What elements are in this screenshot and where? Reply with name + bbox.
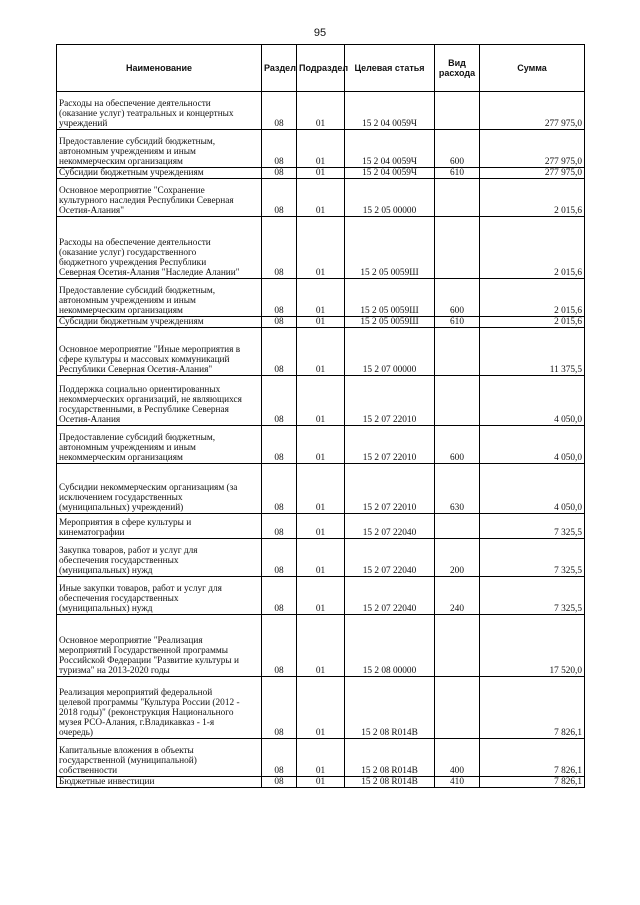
cell-name-line: Капитальные вложения в объекты: [59, 746, 194, 756]
cell-target: 15 2 05 0059Ш: [345, 279, 435, 317]
table-row: [57, 426, 585, 464]
cell-name-line: кинематографии: [59, 528, 125, 538]
table-header-row: [57, 45, 585, 92]
cell-name-line: некоммерческим организациям: [59, 306, 183, 316]
cell-name-line: (оказание услуг) государственного: [59, 248, 197, 258]
cell-expense-type: 600: [435, 130, 480, 168]
cell-target: 15 2 07 22010: [345, 376, 435, 426]
cell-expense-type: [435, 179, 480, 217]
cell-name-line: мероприятий Государственной программы: [59, 646, 228, 656]
cell-name: [57, 577, 262, 615]
header-name: Наименование: [57, 45, 262, 92]
table-row: [57, 739, 585, 777]
cell-name-line: Северная Осетия-Алания "Наследие Алании": [59, 268, 240, 278]
cell-name-line: Основное мероприятие "Иные мероприятия в: [59, 345, 241, 355]
cell-name-line: обеспечения государственных: [59, 556, 179, 566]
cell-name: [57, 279, 262, 317]
cell-subsection: 01: [297, 539, 345, 577]
cell-name-line: Расходы на обеспечение деятельности: [59, 238, 211, 248]
cell-expense-type: 240: [435, 577, 480, 615]
cell-name-line: Субсидии бюджетным учреждениям: [59, 168, 204, 178]
cell-expense-type: 630: [435, 464, 480, 514]
table-row: [57, 168, 585, 179]
cell-sum: 2 015,6: [480, 217, 585, 279]
cell-section: 08: [262, 677, 297, 739]
cell-name-line: Республики Северная Осетия-Алания": [59, 365, 213, 375]
cell-subsection: 01: [297, 426, 345, 464]
cell-sum: 7 325,5: [480, 539, 585, 577]
table-row: [57, 179, 585, 217]
cell-subsection: 01: [297, 777, 345, 788]
cell-name-line: Предоставление субсидий бюджетным,: [59, 137, 216, 147]
cell-expense-type: 410: [435, 777, 480, 788]
cell-name-line: сфере культуры и массовых коммуникаций: [59, 355, 230, 365]
cell-subsection: 01: [297, 577, 345, 615]
cell-subsection: 01: [297, 514, 345, 539]
header-sum: Сумма: [480, 45, 585, 92]
table-row: [57, 615, 585, 677]
cell-expense-type: 400: [435, 739, 480, 777]
cell-name-line: автономным учреждениям и иным: [59, 443, 196, 453]
cell-subsection: 01: [297, 464, 345, 514]
cell-name: [57, 739, 262, 777]
cell-section: 08: [262, 217, 297, 279]
table-row: [57, 130, 585, 168]
cell-subsection: 01: [297, 130, 345, 168]
cell-expense-type: [435, 376, 480, 426]
cell-name-line: автономным учреждениям и иным: [59, 147, 196, 157]
cell-name-line: Осетия-Алания": [59, 206, 124, 216]
table-row: [57, 376, 585, 426]
table-row: [57, 279, 585, 317]
cell-expense-type: 200: [435, 539, 480, 577]
cell-subsection: 01: [297, 739, 345, 777]
cell-target: 15 2 08 R014B: [345, 739, 435, 777]
cell-subsection: 01: [297, 615, 345, 677]
cell-subsection: 01: [297, 217, 345, 279]
cell-target: 15 2 07 22010: [345, 426, 435, 464]
table-body: [57, 92, 585, 788]
cell-name: [57, 168, 262, 179]
cell-name-line: Осетия-Алания: [59, 415, 121, 425]
cell-name-line: (муниципальных) нужд: [59, 604, 153, 614]
cell-sum: 11 375,5: [480, 328, 585, 376]
cell-name-line: Поддержка социально ориентированных: [59, 385, 221, 395]
table-row: [57, 777, 585, 788]
cell-subsection: 01: [297, 279, 345, 317]
cell-section: 08: [262, 426, 297, 464]
table-row: [57, 677, 585, 739]
cell-name-line: (муниципальных) нужд: [59, 566, 153, 576]
cell-name-line: Закупка товаров, работ и услуг для: [59, 546, 198, 556]
cell-name-line: учреждений: [59, 119, 108, 129]
cell-section: 08: [262, 328, 297, 376]
cell-name-line: (муниципальных) учреждений): [59, 503, 184, 513]
cell-target: 15 2 05 00000: [345, 179, 435, 217]
cell-section: 08: [262, 539, 297, 577]
header-subsection: Подраздел: [297, 45, 345, 92]
cell-name: [57, 677, 262, 739]
cell-section: 08: [262, 279, 297, 317]
cell-target: 15 2 04 0059Ч: [345, 92, 435, 130]
table-row: [57, 92, 585, 130]
cell-sum: 277 975,0: [480, 92, 585, 130]
table-row: [57, 217, 585, 279]
cell-expense-type: [435, 514, 480, 539]
cell-name: [57, 426, 262, 464]
cell-sum: 4 050,0: [480, 426, 585, 464]
cell-expense-type: [435, 677, 480, 739]
cell-name-line: Предоставление субсидий бюджетным,: [59, 433, 216, 443]
table-row: [57, 577, 585, 615]
cell-target: 15 2 05 0059Ш: [345, 317, 435, 328]
cell-subsection: 01: [297, 317, 345, 328]
cell-name-line: культурного наследия Республики Северная: [59, 196, 234, 206]
table-row: [57, 317, 585, 328]
cell-sum: 4 050,0: [480, 464, 585, 514]
cell-name: [57, 130, 262, 168]
cell-name-line: очередь): [59, 728, 93, 738]
cell-name-line: Российской Федерации "Развитие культуры и: [59, 656, 239, 666]
cell-name: [57, 464, 262, 514]
cell-sum: 7 826,1: [480, 777, 585, 788]
cell-name: [57, 217, 262, 279]
cell-sum: 4 050,0: [480, 376, 585, 426]
cell-name-line: Бюджетные инвестиции: [59, 777, 155, 787]
cell-name: [57, 179, 262, 217]
cell-section: 08: [262, 168, 297, 179]
cell-section: 08: [262, 514, 297, 539]
cell-target: 15 2 08 R014B: [345, 777, 435, 788]
cell-target: 15 2 07 22010: [345, 464, 435, 514]
cell-name-line: собственности: [59, 766, 118, 776]
cell-name-line: Реализация мероприятий федеральной: [59, 688, 213, 698]
header-target: Целевая статья: [345, 45, 435, 92]
cell-section: 08: [262, 317, 297, 328]
cell-sum: 2 015,6: [480, 317, 585, 328]
page-number: 95: [313, 27, 327, 39]
cell-section: 08: [262, 179, 297, 217]
cell-section: 08: [262, 92, 297, 130]
table-row: [57, 464, 585, 514]
cell-expense-type: [435, 92, 480, 130]
cell-name-line: Субсидии некоммерческим организациям (за: [59, 483, 238, 493]
cell-name-line: Иные закупки товаров, работ и услуг для: [59, 584, 222, 594]
cell-name-line: государственной (муниципальной): [59, 756, 197, 766]
cell-name-line: 2018 годы)" (реконструкция Национального: [59, 708, 234, 718]
cell-section: 08: [262, 739, 297, 777]
cell-name-line: Мероприятия в сфере культуры и: [59, 518, 192, 528]
cell-name-line: исключением государственных: [59, 493, 183, 503]
cell-sum: 2 015,6: [480, 279, 585, 317]
cell-name-line: некоммерческим организациям: [59, 453, 183, 463]
cell-expense-type: 610: [435, 168, 480, 179]
cell-expense-type: [435, 217, 480, 279]
cell-sum: 2 015,6: [480, 179, 585, 217]
cell-sum: 17 520,0: [480, 615, 585, 677]
cell-expense-type: [435, 615, 480, 677]
cell-sum: 7 826,1: [480, 739, 585, 777]
cell-subsection: 01: [297, 168, 345, 179]
cell-subsection: 01: [297, 677, 345, 739]
cell-section: 08: [262, 777, 297, 788]
cell-name-line: некоммерческим организациям: [59, 157, 183, 167]
cell-sum: 277 975,0: [480, 168, 585, 179]
cell-target: 15 2 08 00000: [345, 615, 435, 677]
cell-target: 15 2 05 0059Ш: [345, 217, 435, 279]
cell-subsection: 01: [297, 179, 345, 217]
cell-expense-type: 600: [435, 426, 480, 464]
cell-name: [57, 539, 262, 577]
cell-name: [57, 615, 262, 677]
cell-expense-type: 610: [435, 317, 480, 328]
cell-sum: 7 325,5: [480, 577, 585, 615]
cell-subsection: 01: [297, 376, 345, 426]
cell-name-line: музея РСО-Алания, г.Владикавказ - 1-я: [59, 718, 215, 728]
cell-sum: 277 975,0: [480, 130, 585, 168]
cell-section: 08: [262, 376, 297, 426]
cell-name: [57, 514, 262, 539]
cell-name-line: (оказание услуг) театральных и концертных: [59, 109, 234, 119]
cell-name-line: некоммерческих организаций, не являющихся: [59, 395, 242, 405]
cell-expense-type: [435, 328, 480, 376]
cell-sum: 7 826,1: [480, 677, 585, 739]
cell-target: 15 2 08 R014B: [345, 677, 435, 739]
cell-name-line: Основное мероприятие "Реализация: [59, 636, 203, 646]
cell-name: [57, 317, 262, 328]
budget-table: [56, 44, 585, 788]
cell-name: [57, 92, 262, 130]
cell-sum: 7 325,5: [480, 514, 585, 539]
cell-name-line: бюджетного учреждения Республики: [59, 258, 207, 268]
cell-name-line: Расходы на обеспечение деятельности: [59, 99, 211, 109]
cell-name-line: государственными, в Республике Северная: [59, 405, 229, 415]
cell-section: 08: [262, 615, 297, 677]
table-row: [57, 514, 585, 539]
cell-section: 08: [262, 130, 297, 168]
cell-target: 15 2 04 0059Ч: [345, 168, 435, 179]
cell-target: 15 2 07 22040: [345, 539, 435, 577]
cell-name-line: туризма" на 2013-2020 годы: [59, 666, 170, 676]
cell-target: 15 2 04 0059Ч: [345, 130, 435, 168]
cell-name-line: целевой программы "Культура России (2012 -: [59, 698, 240, 708]
cell-subsection: 01: [297, 328, 345, 376]
cell-section: 08: [262, 577, 297, 615]
cell-name: [57, 328, 262, 376]
header-expense-type: Вид расхода: [435, 45, 480, 92]
cell-target: 15 2 07 22040: [345, 577, 435, 615]
cell-expense-type: 600: [435, 279, 480, 317]
header-section: Раздел: [262, 45, 297, 92]
table-row: [57, 539, 585, 577]
cell-target: 15 2 07 00000: [345, 328, 435, 376]
cell-name-line: Предоставление субсидий бюджетным,: [59, 286, 216, 296]
cell-name-line: обеспечения государственных: [59, 594, 179, 604]
cell-name: [57, 376, 262, 426]
cell-name-line: Основное мероприятие "Сохранение: [59, 186, 205, 196]
table-row: [57, 328, 585, 376]
cell-name-line: автономным учреждениям и иным: [59, 296, 196, 306]
cell-name-line: Субсидии бюджетным учреждениям: [59, 317, 204, 327]
cell-name: [57, 777, 262, 788]
cell-subsection: 01: [297, 92, 345, 130]
cell-section: 08: [262, 464, 297, 514]
cell-target: 15 2 07 22040: [345, 514, 435, 539]
